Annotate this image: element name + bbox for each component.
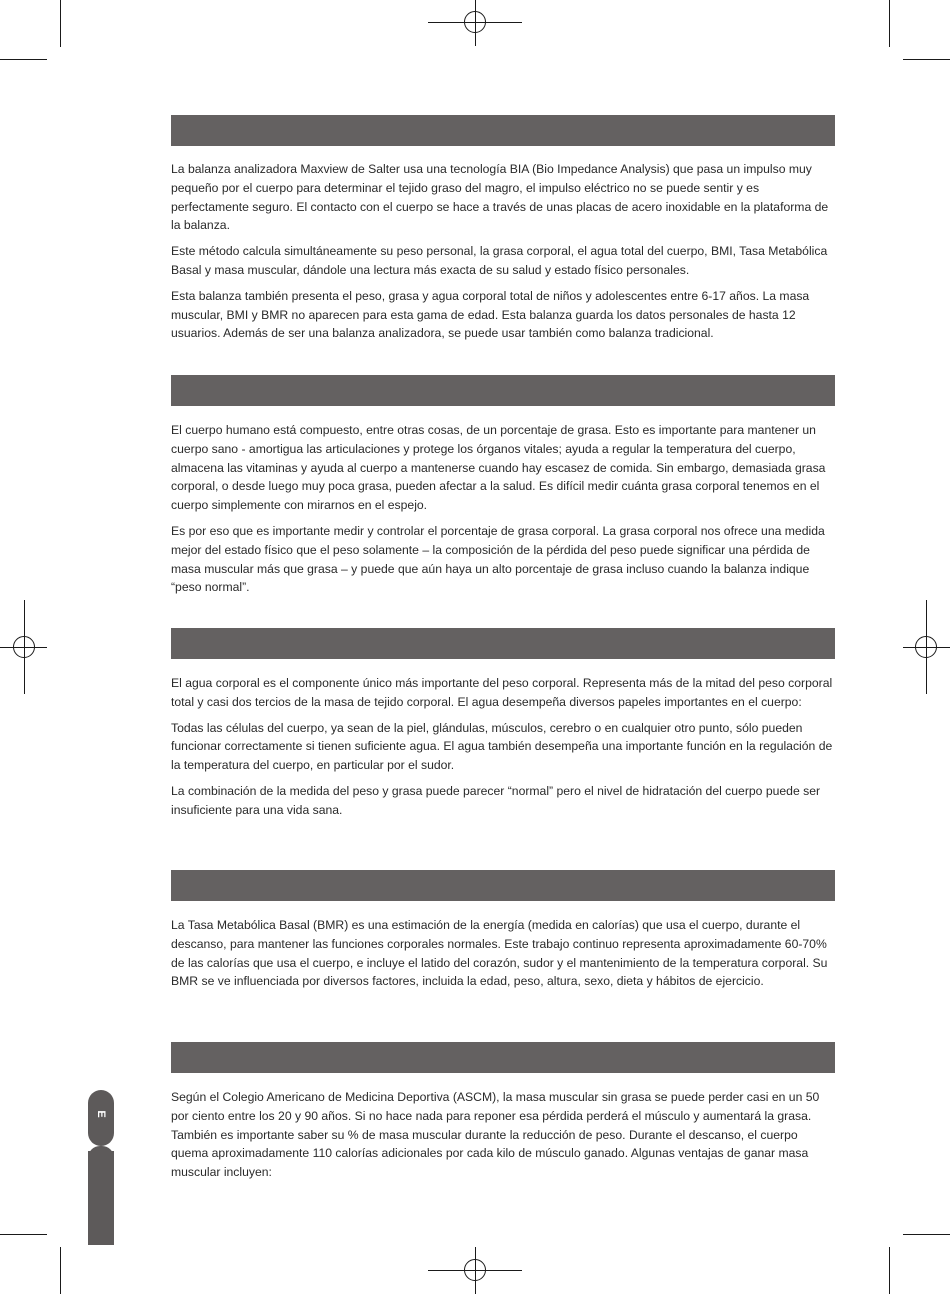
- paragraph: Esta balanza también presenta el peso, grasa y agua corporal total de niños y adolescentes entre 6-17 años. La masa muscular, BMI y BMR no aparecen para esta gama de edad. Esta balanza guarda los datos personales de hasta 12 usuarios. Además de ser una balanza analizadora, se puede usar también como balanza tradicional.: [171, 288, 810, 341]
- paragraph: Según el Colegio Americano de Medicina Deportiva (ASCM), la masa muscular sin grasa se puede perder casi en un 50 por ciento entre los 20 y 90 años. Si no hace nada para reponer esa pérdida perderá el músculo y aumentará la grasa. También es importante saber su % de masa muscular durante la reducción de peso. Durante el descanso, el cuerpo quema aproximadamente 110 calorías adicionales por cada kilo de músculo ganado. Algunas ventajas de ganar masa muscular incluyen:: [171, 1090, 820, 1180]
- paragraph: Es por eso que es importante medir y controlar el porcentaje de grasa corporal. La grasa corporal nos ofrece una medida mejor del estado físico que el peso solamente – la composición de la pérdida del peso puede significar una pérdida de masa muscular más que grasa – y puede que aún haya un alto porcentaje de grasa incluso cuando la balanza indique “peso normal”.: [171, 523, 825, 595]
- crop-mark: [889, 0, 890, 47]
- section-bia-technology: [171, 160, 835, 350]
- section-body-water: [171, 674, 835, 827]
- section-bmr: [171, 916, 835, 998]
- language-tab-stem: [88, 1151, 114, 1245]
- section-header-bar: [171, 115, 835, 146]
- paragraph: La Tasa Metabólica Basal (BMR) es una estimación de la energía (medida en calorías) que usa el cuerpo, durante el descanso, para mantener las funciones corporales normales. Este trabajo continuo representa aproximadamente 60-70% de las calorías que usa el cuerpo, e incluye el latido del corazón, sudor y el mantenimiento de la temperatura corporal. Su BMR se ve influenciada por diversos factores, incluida la edad, peso, altura, sexo, dieta y hábitos de ejercicio.: [171, 918, 828, 989]
- language-letter: E: [95, 1110, 107, 1118]
- section-header-bar: [171, 375, 835, 406]
- crop-mark: [889, 1247, 890, 1294]
- crop-mark: [60, 0, 61, 47]
- paragraph: Este método calcula simultáneamente su peso personal, la grasa corporal, el agua total del cuerpo, BMI, Tasa Metabólica Basal y masa muscular, dándole una lectura más exacta de su salud y estado físico personales.: [171, 244, 828, 277]
- paragraph: El agua corporal es el componente único más importante del peso corporal. Representa más de la mitad del peso corporal total y casi dos tercios de la masa de tejido corporal. El agua desempeña diversos papeles importantes en el cuerpo:: [171, 676, 833, 709]
- crop-mark: [0, 59, 47, 60]
- section-header-bar: [171, 1042, 835, 1073]
- paragraph: La combinación de la medida del peso y grasa puede parecer “normal” pero el nivel de hidratación del cuerpo puede ser insuficiente para una vida sana.: [171, 783, 821, 817]
- crop-mark: [0, 1234, 47, 1235]
- section-header-bar: [171, 628, 835, 659]
- language-side-tab: [88, 1090, 114, 1245]
- paragraph: Todas las células del cuerpo, ya sean de la piel, glándulas, músculos, cerebro o en cualquier otro punto, sólo pueden funcionar correctamente si tienen suficiente agua. El agua también desempeña una importante función en la regulación de la temperatura del cuerpo, en particular por el sudor.: [171, 720, 833, 773]
- section-body-fat: [171, 421, 835, 604]
- crop-mark: [903, 1234, 950, 1235]
- section-muscle-mass: [171, 1088, 835, 1189]
- paragraph: El cuerpo humano está compuesto, entre otras cosas, de un porcentaje de grasa. Esto es importante para mantener un cuerpo sano - amortigua las articulaciones y protege los órganos vitales; ayuda a regular la temperatura del cuerpo, almacena las vitaminas y ayuda al cuerpo a mantenerse cuando hay escasez de comida. Sin embargo, demasiada grasa corporal, o desde luego muy poca grasa, pueden afectar a la salud. Es difícil medir cuánta grasa corporal tenemos en el cuerpo simplemente con mirarnos en el espejo.: [171, 423, 826, 513]
- crop-mark: [60, 1247, 61, 1294]
- paragraph: La balanza analizadora Maxview de Salter usa una tecnología BIA (Bio Impedance Analysis) que pasa un impulso muy pequeño por el cuerpo para determinar el tejido graso del magro, el impulso eléctrico no se puede sentir y es perfectamente seguro. El contacto con el cuerpo se hace a través de unas placas de acero inoxidable en la plataforma de la balanza.: [171, 162, 829, 233]
- language-tab-cap: [88, 1090, 114, 1146]
- section-header-bar: [171, 870, 835, 901]
- crop-mark: [903, 59, 950, 60]
